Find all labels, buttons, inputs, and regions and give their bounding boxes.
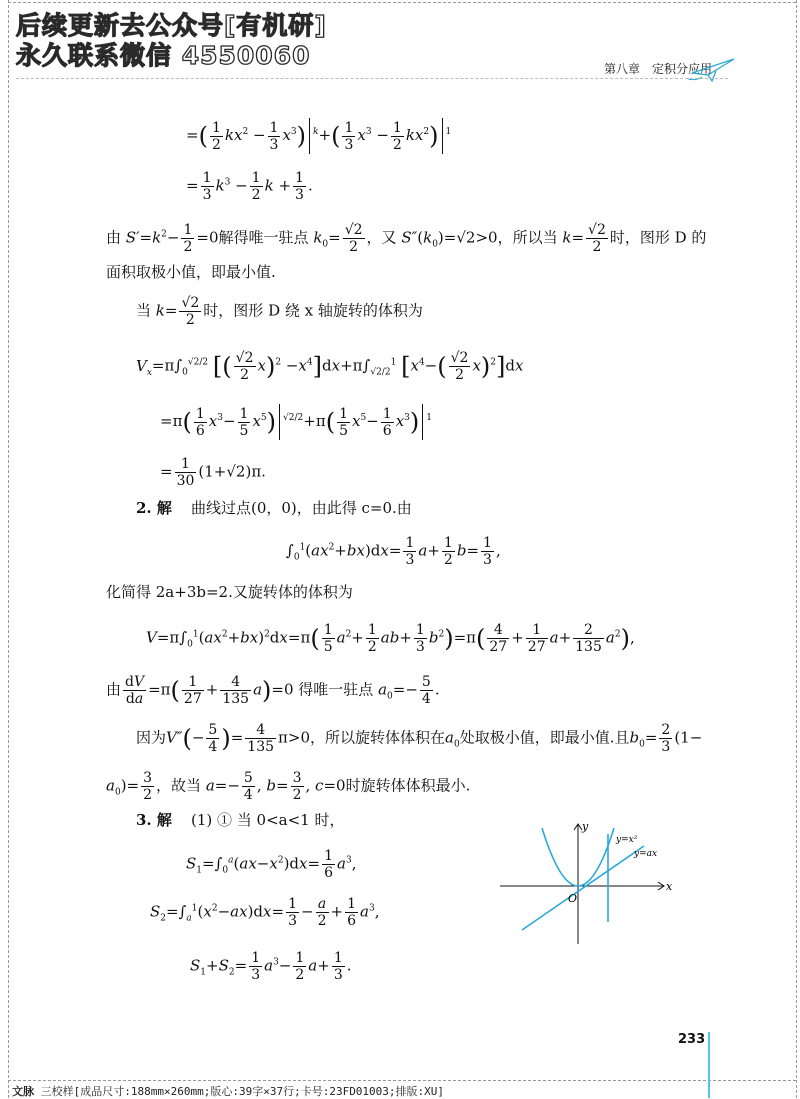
paragraph-conclusion-2: $a_0)=$ $\frac{3}{2}$ ，故当 a=− $\frac{5}{4}$ , b= $\frac{3}{2}$ , c=0时旋转体体积最小. xyxy=(106,770,471,803)
header-rule xyxy=(16,78,728,79)
y-axis-label: y xyxy=(582,820,589,833)
page-number: 233 xyxy=(678,1032,706,1047)
equation-line-2: = $\frac{1}{3}$ $k^3$ − $\frac{1}{2}$ k + $\frac{1}{3}$ . xyxy=(186,170,313,203)
equation-s1: $S_1=\int_0^a(ax-x^2)dx=$ $\frac{1}{6}$ $a^3$, xyxy=(186,848,357,881)
curve-graph xyxy=(494,818,674,948)
equation-s2: $S_2=\int_a^1(x^2-ax)dx=$ $\frac{1}{3}$ − $\frac{a}{2}$ + $\frac{1}{6}$ $a^3$, xyxy=(150,896,380,929)
paragraph-simplify: 化简得 2a+3b=2.又旋转体的体积为 xyxy=(106,583,353,601)
line-y-ax xyxy=(522,846,644,930)
equation-derivative: 由 $\frac{dV}{da}$ =π( $\frac{1}{27}$ + $\frac{4}{135}$ a)=0 得唯一驻点 $a_0=-$ $\frac{5}{4}$ . xyxy=(106,674,440,707)
page-frame-left xyxy=(8,0,9,1098)
equation-volume-evaluated: =π( $\frac{1}{6}$ $x^3-$ $\frac{1}{5}$ $x^5$) $^{√2/2}$+π( $\frac{1}{5}$ $x^5-$ $\frac{1}{6}$ $x^3$) $^1$ xyxy=(160,405,432,439)
x-axis-label: x xyxy=(666,880,673,893)
paragraph-second-derivative: 因为V″(− $\frac{5}{4}$ )= $\frac{4}{135}$ π>0，所以旋转体体积在$a_0$处取极小值，即最小值.且$b_0=$ $\frac{2}{3}$ (1− xyxy=(136,722,703,755)
paragraph-min-area: 面积取极小值，即最小值. xyxy=(106,263,276,281)
page-frame-right xyxy=(796,0,797,1098)
watermark-line-2: 永久联系微信 4550060 xyxy=(16,41,311,70)
equation-volume-result: = $\frac{1}{30}$ (1+√2)π. xyxy=(160,456,266,489)
page-edge-line xyxy=(708,1032,710,1098)
print-footer xyxy=(12,1083,444,1099)
equation-area-condition: $\int_0^1(ax^2+bx)dx=$ $\frac{1}{3}$ a+ $\frac{1}{2}$ b= $\frac{1}{3}$ , xyxy=(286,535,501,568)
chapter-header: 第八章 定积分应用 xyxy=(604,62,713,76)
page-frame-bottom xyxy=(8,1080,796,1081)
watermark-line-1: 后续更新去公众号[有机研] xyxy=(16,11,327,40)
problem-2-intro: 2. 解 曲线过点(0，0)，由此得 c=0.由 xyxy=(136,499,412,517)
footer-text: 三校样[成品尺寸:188mm×260mm;版心:39字×37行;卡号:23FD01003;排版:XU] xyxy=(40,1085,445,1098)
page-frame-top xyxy=(8,2,796,3)
curve-label-line: y=ax xyxy=(634,849,658,859)
equation-volume-2: $V=\pi\int_0^1(ax^2+bx)^2dx=\pi$( $\frac{1}{5}$ $a^2+$ $\frac{1}{2}$ ab+ $\frac{1}{3}$ $b^2)=\pi$( $\frac{4}{27}$ + $\frac{1}{27}$ a+ $\frac{2}{135}$ $a^2$), xyxy=(146,622,635,655)
footer-brand: 文脉 xyxy=(12,1085,34,1098)
equation-s-sum: $S_1+S_2=$ $\frac{1}{3}$ $a^3-$ $\frac{1}{2}$ a+ $\frac{1}{3}$ . xyxy=(190,950,352,983)
curve-label-parabola: y=x² xyxy=(616,835,638,845)
origin-label: O xyxy=(568,892,578,905)
equation-line-1: =( $\frac{1}{2}$ $kx^2$ − $\frac{1}{3}$ $x^3$) $^k$+( $\frac{1}{3}$ $x^3$ − $\frac{1}{2}$ $kx^2$) $^1$ xyxy=(186,119,452,153)
paragraph-stationary-point: 由 $S'=k^2-$ $\frac{1}{2}$ =0解得唯一驻点 $k_0=$ $\frac{√2}{2}$ ，又 $S''(k_0)=√2>0$，所以当 k= $\frac{√2}{2}$ 时，图形 D 的 xyxy=(106,222,707,255)
paragraph-volume-intro: 当 k= $\frac{√2}{2}$ 时，图形 D 绕 x 轴旋转的体积为 xyxy=(136,295,423,328)
equation-volume-integral: $V_x=\pi\int_0^{√2/2}$ [( $\frac{√2}{2}$ $x)^2 -x^4]dx+\pi\int_{√2/2}^1$ [$x^4-$( $\frac{√2}{2}$ x)$^2$]dx xyxy=(136,350,524,383)
problem-3-intro: 3. 解 (1) ① 当 0<a<1 时， xyxy=(136,811,345,829)
